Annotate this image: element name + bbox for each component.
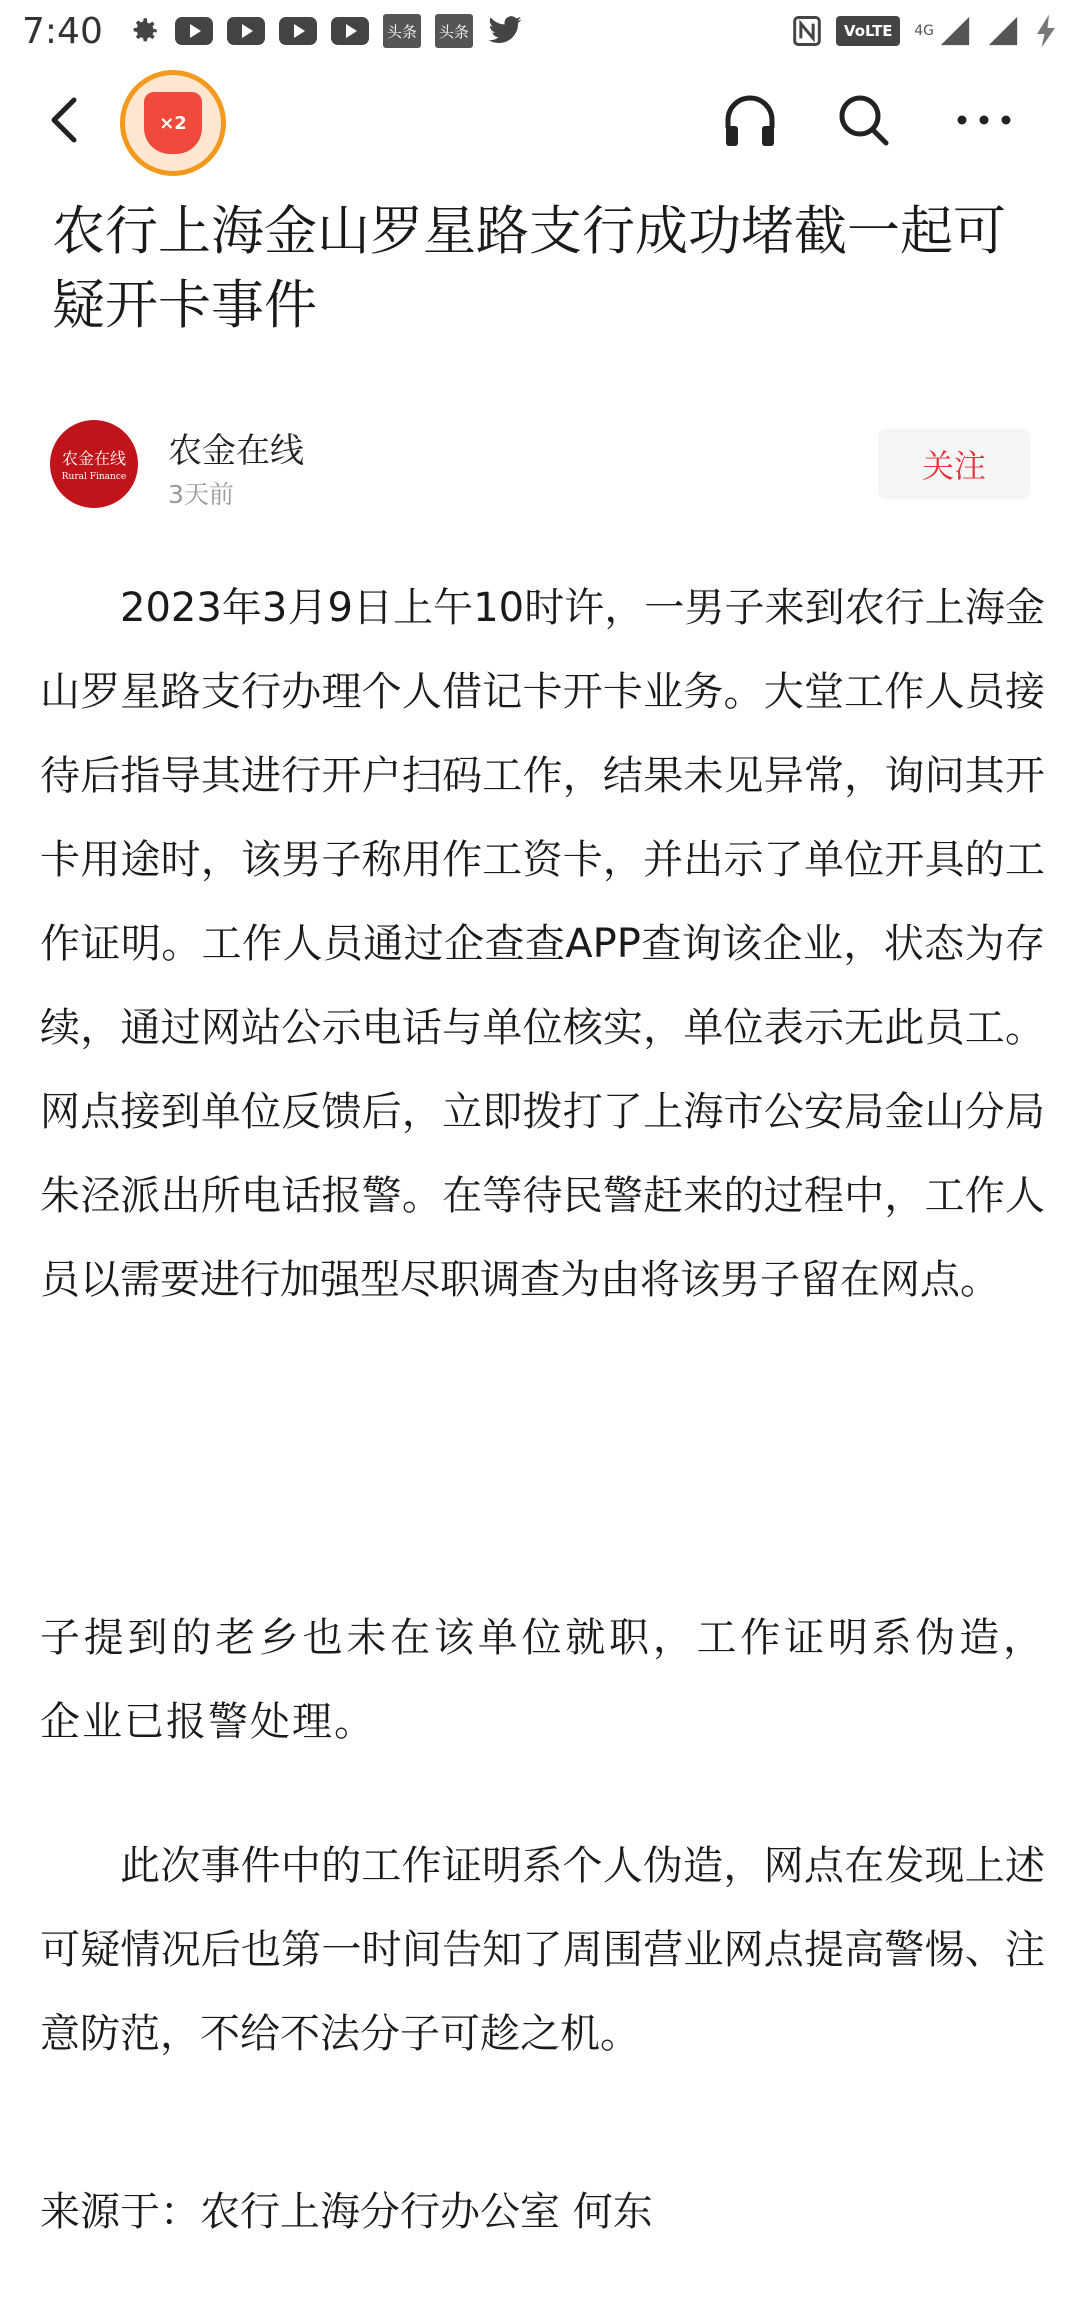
youtube-icon xyxy=(227,17,265,45)
back-button[interactable] xyxy=(40,90,90,150)
badge-text: ×2 xyxy=(144,92,202,154)
nfc-icon xyxy=(792,15,822,47)
publish-time: 3天前 xyxy=(168,480,234,509)
back-icon xyxy=(40,90,90,150)
nav-bar xyxy=(0,62,1080,177)
network-label: 4G xyxy=(914,23,934,39)
reward-badge[interactable] xyxy=(120,70,226,176)
paragraph-1: 2023年3月9日上午10时许，一男子来到农行上海金山罗星路支行办理个人借记卡开卡业务。大堂工作人员接待后指导其进行开户扫码工作，结果未见异常，询问其开卡用途时，该男子称用作工资卡，并出示了单位开具的工作证明。工作人员通过企查查APP查询该企业，状态为存续，通过网站公示电话与单位核实，单位表示无此员工。网点接到单位反馈后，立即拨打了上海市公安局金山分局朱泾派出所电话报警。在等待民警赶来的过程中，工作人员以需要进行加强型尽职调查为由将该男子留在网点。 xyxy=(40,585,1045,1303)
paragraph-3: 此次事件中的工作证明系个人伪造，网点在发现上述可疑情况后也第一时间告知了周围营业网点提高警惕、注意防范，不给不法分子可趁之机。 xyxy=(40,1843,1045,2057)
search-button[interactable] xyxy=(834,88,894,152)
more-icon xyxy=(952,88,1016,152)
youtube-icon xyxy=(279,17,317,45)
youtube-icon xyxy=(175,17,213,45)
twitter-icon xyxy=(487,16,523,46)
status-right xyxy=(792,13,1058,49)
signal-icon xyxy=(986,14,1020,48)
follow-button[interactable]: 关注 xyxy=(878,429,1030,499)
article-title: 农行上海金山罗星路支行成功堵截一起可疑开卡事件 xyxy=(52,201,1006,336)
search-icon xyxy=(834,88,894,152)
toutiao-icon: 头条 xyxy=(435,14,473,48)
logo-subtext: Rural Finance xyxy=(61,472,127,482)
youtube-icon xyxy=(331,17,369,45)
article-source: 来源于：农行上海分行办公室 何东 xyxy=(40,2189,653,2235)
signal-icon xyxy=(938,14,972,48)
author-avatar[interactable] xyxy=(50,420,138,508)
gear-icon xyxy=(127,14,161,48)
toutiao-icon: 头条 xyxy=(383,14,421,48)
status-left xyxy=(22,11,523,52)
volte-icon: VoLTE xyxy=(836,16,900,46)
headphones-icon xyxy=(718,88,782,152)
listen-button[interactable] xyxy=(718,88,782,152)
status-bar xyxy=(0,0,1080,62)
cropped-text-strip xyxy=(40,1556,1045,1580)
paragraph-2: 子提到的老乡也未在该单位就职，工作证明系伪造，企业已报警处理。 xyxy=(40,1615,1045,1745)
more-button[interactable] xyxy=(952,88,1016,152)
author-name[interactable]: 农金在线 xyxy=(168,431,304,471)
charging-icon xyxy=(1034,13,1058,49)
status-time: 7:40 xyxy=(22,10,103,52)
logo-text: 农金在线 xyxy=(61,449,126,468)
